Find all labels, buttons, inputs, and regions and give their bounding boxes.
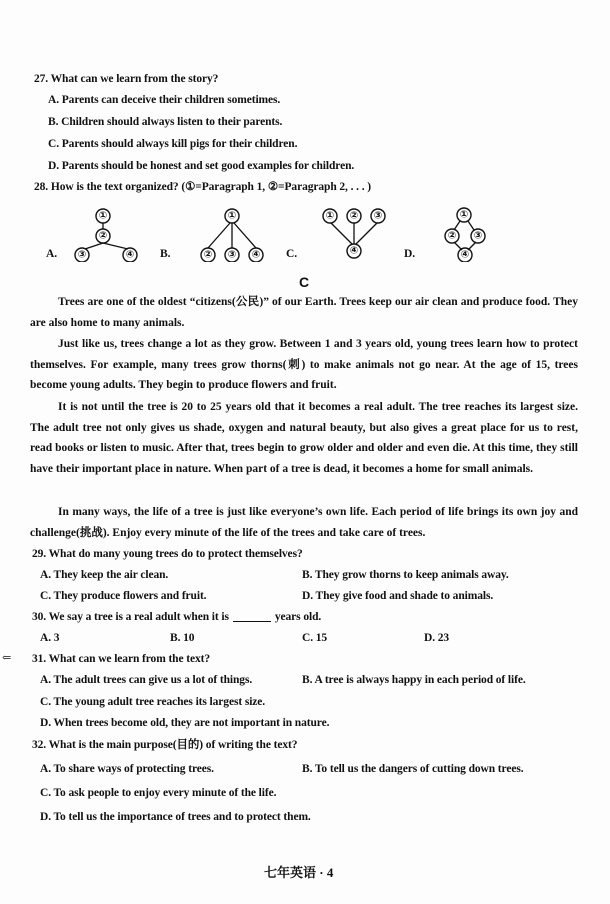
- q30-stem-end: years old.: [274, 611, 322, 623]
- q27-option-c: C. Parents should always kill pigs for their children.: [48, 138, 298, 150]
- q31-stem: 31. What can we learn from the text?: [32, 653, 211, 665]
- q31-option-d: D. When trees become old, they are not important in nature.: [40, 717, 330, 729]
- q28-stem: 28. How is the text organized? (①=Paragraph 1, ②=Paragraph 2, . . . ): [34, 181, 371, 193]
- q28-option-a-label: A.: [46, 248, 57, 260]
- svg-text:③: ③: [77, 249, 87, 261]
- svg-text:②: ②: [98, 230, 108, 242]
- q27-stem: 27. What can we learn from the story?: [34, 73, 219, 85]
- q30-answer-blank: [233, 621, 271, 622]
- svg-text:③: ③: [373, 210, 383, 222]
- q27-option-d: D. Parents should be honest and set good examples for children.: [48, 160, 355, 172]
- arrow-mark-icon: ⇐: [2, 652, 12, 664]
- svg-text:③: ③: [227, 249, 237, 261]
- passage-paragraph-3: It is not until the tree is 20 to 25 years old that it becomes a real adult. The tree reaches its largest size. The adult tree not only gives us shade, oxygen and natural beauty, but also gives a great place for us to rest, read books or listen to music. After that, trees begin to grow older and older and even die. At this time, they still have their important place in nature. When part of a tree is dead, it becomes a home for small animals.: [30, 401, 578, 475]
- q27-option-a: A. Parents can deceive their children sometimes.: [48, 94, 281, 106]
- q32-option-a: A. To share ways of protecting trees.: [40, 763, 214, 775]
- q30-option-b: B. 10: [170, 632, 195, 644]
- svg-text:④: ④: [349, 245, 359, 257]
- svg-text:④: ④: [125, 249, 135, 261]
- q29-option-c: C. They produce flowers and fruit.: [40, 590, 207, 602]
- diagram-d: [432, 206, 512, 262]
- svg-text:③: ③: [473, 230, 483, 242]
- q30-option-a: A. 3: [40, 632, 60, 644]
- q31-option-a: A. The adult trees can give us a lot of things.: [40, 674, 253, 686]
- svg-text:②: ②: [203, 249, 213, 261]
- diagram-b: [194, 206, 274, 262]
- svg-text:④: ④: [460, 249, 470, 261]
- passage-paragraph-4: In many ways, the life of a tree is just like everyone’s own life. Each period of life brings its own joy and challenge(挑战). Enjoy every minute of the life of the trees and take care of trees.: [30, 506, 578, 539]
- q29-option-a: A. They keep the air clean.: [40, 569, 169, 581]
- q29-stem: 29. What do many young trees do to protect themselves?: [32, 548, 303, 560]
- diagram-a: [70, 206, 150, 262]
- svg-text:①: ①: [325, 210, 335, 222]
- q30-stem-start: 30. We say a tree is a real adult when it is: [32, 611, 229, 623]
- passage-paragraph-1: Trees are one of the oldest “citizens(公民)” of our Earth. Trees keep our air clean and produce food. They are also home to many animals.: [30, 296, 578, 329]
- svg-text:①: ①: [227, 210, 237, 222]
- passage-heading: C: [299, 274, 310, 290]
- q32-option-b: B. To tell us the dangers of cutting down trees.: [302, 763, 524, 775]
- q28-option-d-label: D.: [404, 248, 415, 260]
- svg-text:②: ②: [349, 210, 359, 222]
- q31-option-b: B. A tree is always happy in each period of life.: [302, 674, 526, 686]
- q32-option-c: C. To ask people to enjoy every minute of the life.: [40, 787, 277, 799]
- svg-text:①: ①: [98, 210, 108, 222]
- q29-option-b: B. They grow thorns to keep animals away.: [302, 569, 509, 581]
- svg-text:④: ④: [251, 249, 261, 261]
- svg-text:②: ②: [447, 230, 457, 242]
- page-footer: 七年英语 · 4: [264, 865, 334, 880]
- q32-option-d: D. To tell us the importance of trees and to protect them.: [40, 811, 311, 823]
- passage-paragraph-2: Just like us, trees change a lot as they grow. Between 1 and 3 years old, young trees learn how to protect themselves. For example, many trees grow thorns(刺) to make animals not go near. At the age of 15, trees become young adults. They begin to produce flowers and fruit.: [30, 338, 578, 392]
- q31-option-c: C. The young adult tree reaches its largest size.: [40, 696, 266, 708]
- q29-option-d: D. They give food and shade to animals.: [302, 590, 494, 602]
- diagram-c: [314, 206, 394, 262]
- q28-option-c-label: C.: [286, 248, 297, 260]
- q30-option-d: D. 23: [424, 632, 450, 644]
- svg-text:①: ①: [459, 209, 469, 221]
- q27-option-b: B. Children should always listen to their parents.: [48, 116, 283, 128]
- q30-stem: [32, 610, 321, 625]
- q32-stem: 32. What is the main purpose(目的) of writing the text?: [32, 739, 298, 751]
- q30-option-c: C. 15: [302, 632, 328, 644]
- q28-option-b-label: B.: [160, 248, 171, 260]
